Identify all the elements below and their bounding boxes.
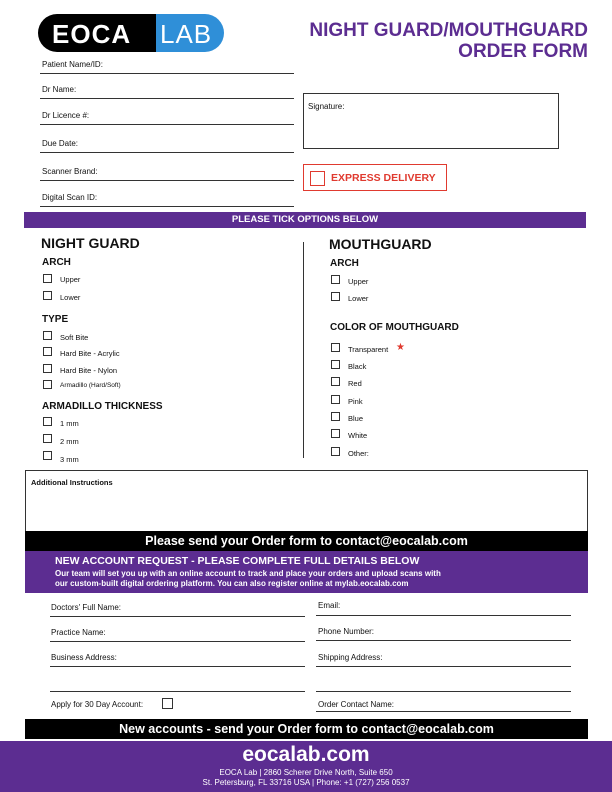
ng-arch-lower-checkbox[interactable]: [43, 291, 52, 300]
mg-arch-upper-label: Upper: [348, 277, 369, 286]
footer: [0, 741, 612, 792]
digital-scan-label: Digital Scan ID:: [42, 193, 98, 202]
additional-instructions-box[interactable]: [25, 470, 588, 531]
tick-options-text: PLEASE TICK OPTIONS BELOW: [231, 214, 379, 225]
ng-thickness-2mm-checkbox[interactable]: [43, 434, 52, 443]
ng-thickness-title: ARMADILLO THICKNESS: [42, 401, 163, 412]
digital-scan-field[interactable]: [40, 206, 294, 207]
mg-color-title: COLOR OF MOUTHGUARD: [330, 322, 459, 333]
business-address-label: Business Address:: [51, 653, 117, 662]
due-date-label: Due Date:: [42, 139, 79, 148]
mg-color-blue-checkbox[interactable]: [331, 412, 340, 421]
doctors-full-name-field[interactable]: [50, 616, 305, 617]
dr-licence-field[interactable]: [40, 124, 294, 125]
shipping-address-field-2[interactable]: [316, 691, 571, 692]
mg-color-blue-label: Blue: [348, 414, 364, 423]
logo: [38, 14, 224, 52]
practice-name-field[interactable]: [50, 641, 305, 642]
mg-color-pink-checkbox[interactable]: [331, 395, 340, 404]
dr-licence-label: Dr Licence #:: [42, 111, 90, 120]
mg-color-white-checkbox[interactable]: [331, 429, 340, 438]
night-guard-title: NIGHT GUARD: [41, 235, 140, 251]
title-line-2: ORDER FORM: [458, 41, 588, 62]
ng-thickness-1mm-label: 1 mm: [60, 419, 79, 428]
footer-address-2: St. Petersburg, FL 33716 USA | Phone: +1 (727) 256 0537: [202, 778, 410, 787]
signature-box[interactable]: [303, 93, 559, 149]
ng-arch-lower-label: Lower: [60, 293, 81, 302]
order-contact-field[interactable]: [316, 711, 571, 712]
mg-arch-title: ARCH: [330, 258, 359, 269]
apply-30-day-label: Apply for 30 Day Account:: [51, 700, 144, 709]
mg-color-transparent-label: Transparent: [348, 345, 389, 354]
additional-instructions-label: Additional Instructions: [31, 478, 113, 487]
email-field[interactable]: [316, 615, 571, 616]
ng-thickness-3mm-label: 3 mm: [60, 455, 79, 464]
mg-color-other-label: Other:: [348, 449, 369, 458]
star-icon: ★: [396, 342, 405, 353]
mg-color-other-checkbox[interactable]: [331, 447, 340, 456]
mg-arch-lower-checkbox[interactable]: [331, 292, 340, 301]
due-date-field[interactable]: [40, 152, 294, 153]
scanner-brand-field[interactable]: [40, 180, 294, 181]
new-account-title: NEW ACCOUNT REQUEST - PLEASE COMPLETE FULL DETAILS BELOW: [55, 555, 420, 567]
ng-hard-nylon-label: Hard Bite - Nylon: [60, 366, 118, 375]
ng-hard-nylon-checkbox[interactable]: [43, 364, 52, 373]
new-accounts-banner: [25, 719, 588, 739]
business-address-field-2[interactable]: [50, 691, 305, 692]
ng-armadillo-checkbox[interactable]: [43, 380, 52, 389]
logo-text-left: EOCA: [52, 19, 132, 49]
mg-arch-upper-checkbox[interactable]: [331, 275, 340, 284]
new-account-banner: [25, 551, 588, 593]
new-account-desc-2: our custom-built digital ordering platform. You can also register online at mylab.eocalab.com: [55, 579, 409, 588]
express-delivery-box[interactable]: [303, 164, 447, 191]
patient-name-label: Patient Name/ID:: [42, 60, 103, 69]
ng-arch-title: ARCH: [42, 257, 71, 268]
dr-name-label: Dr Name:: [42, 85, 77, 94]
ng-soft-bite-label: Soft Bite: [60, 333, 89, 342]
mg-color-black-label: Black: [348, 362, 367, 371]
phone-number-field[interactable]: [316, 640, 571, 641]
ng-armadillo-label: Armadillo (Hard/Soft): [60, 382, 121, 389]
new-account-desc-1: Our team will set you up with an online account to track and place your orders and upload scans with: [55, 569, 441, 578]
scanner-brand-label: Scanner Brand:: [42, 167, 98, 176]
ng-thickness-2mm-label: 2 mm: [60, 437, 79, 446]
mg-color-pink-label: Pink: [348, 397, 363, 406]
new-accounts-text: New accounts - send your Order form to contact@eocalab.com: [119, 722, 494, 736]
send-order-text: Please send your Order form to contact@eocalab.com: [145, 534, 468, 548]
mg-color-black-checkbox[interactable]: [331, 360, 340, 369]
ng-soft-bite-checkbox[interactable]: [43, 331, 52, 340]
mg-arch-lower-label: Lower: [348, 294, 369, 303]
ng-hard-acrylic-label: Hard Bite - Acrylic: [60, 349, 120, 358]
footer-site: eocalab.com: [242, 743, 370, 766]
express-delivery-label: EXPRESS DELIVERY: [331, 172, 436, 184]
order-contact-label: Order Contact Name:: [318, 700, 395, 709]
ng-thickness-3mm-checkbox[interactable]: [43, 451, 52, 460]
phone-number-label: Phone Number:: [318, 627, 375, 636]
dr-name-field[interactable]: [40, 98, 294, 99]
mg-color-red-checkbox[interactable]: [331, 377, 340, 386]
footer-address-1: EOCA Lab | 2860 Scherer Drive North, Suite 650: [219, 768, 393, 777]
doctors-full-name-label: Doctors' Full Name:: [51, 603, 121, 612]
email-label: Email:: [318, 601, 341, 610]
mg-color-transparent-checkbox[interactable]: [331, 343, 340, 352]
business-address-field[interactable]: [50, 666, 305, 667]
mg-color-white-label: White: [348, 431, 368, 440]
apply-30-day-checkbox[interactable]: [162, 698, 173, 709]
shipping-address-field[interactable]: [316, 666, 571, 667]
mouthguard-title: MOUTHGUARD: [329, 236, 432, 252]
ng-hard-acrylic-checkbox[interactable]: [43, 347, 52, 356]
mg-color-red-label: Red: [348, 379, 362, 388]
send-order-banner: [25, 531, 588, 551]
ng-type-title: TYPE: [42, 314, 69, 325]
ng-arch-upper-checkbox[interactable]: [43, 274, 52, 283]
ng-thickness-1mm-checkbox[interactable]: [43, 417, 52, 426]
column-divider: [303, 242, 304, 458]
signature-label: Signature:: [308, 102, 345, 111]
logo-text-right: LAB: [160, 19, 213, 49]
title-line-1: NIGHT GUARD/MOUTHGUARD: [309, 20, 588, 41]
page-title: [309, 20, 588, 62]
shipping-address-label: Shipping Address:: [318, 653, 383, 662]
tick-options-banner: [24, 212, 586, 228]
patient-name-field[interactable]: [40, 73, 294, 74]
practice-name-label: Practice Name:: [51, 628, 106, 637]
express-delivery-checkbox[interactable]: [310, 171, 325, 186]
ng-arch-upper-label: Upper: [60, 275, 81, 284]
